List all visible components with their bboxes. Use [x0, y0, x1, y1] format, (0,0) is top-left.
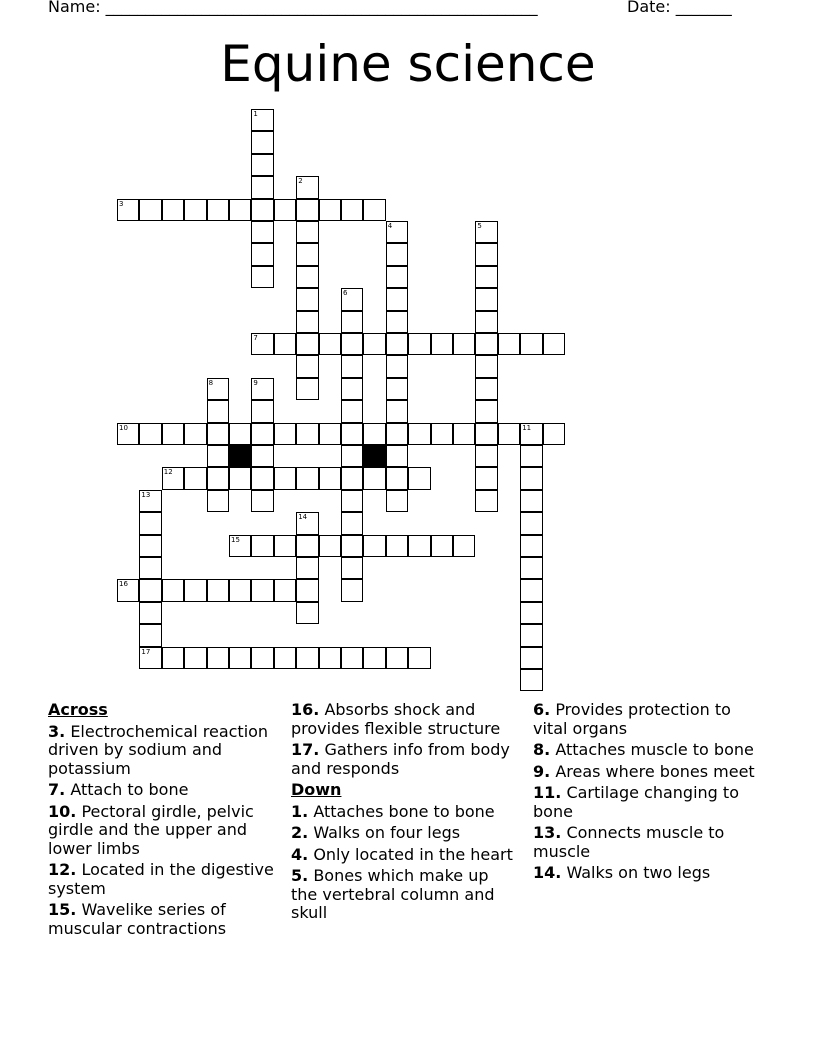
clue-text: Connects muscle to muscle	[533, 823, 725, 861]
grid-cell[interactable]	[162, 467, 184, 489]
grid-cell[interactable]	[475, 221, 497, 243]
clue-down-14	[533, 864, 761, 883]
grid-cell[interactable]	[251, 445, 273, 467]
grid-cell[interactable]	[229, 579, 251, 601]
grid-cell[interactable]	[520, 333, 542, 355]
clue-across-3	[48, 723, 276, 779]
clue-across-15	[48, 901, 276, 938]
grid-cell[interactable]	[386, 423, 408, 445]
grid-cell[interactable]	[251, 400, 273, 422]
clue-number-label: 9	[253, 378, 258, 387]
grid-cell[interactable]	[296, 243, 318, 265]
clue-text: Attaches bone to bone	[313, 801, 495, 821]
clue-text: Absorbs shock and provides flexible structure	[291, 700, 501, 738]
clue-text: Wavelike series of muscular contractions	[48, 900, 227, 938]
grid-cell[interactable]	[341, 512, 363, 534]
grid-cell[interactable]	[363, 647, 385, 669]
clue-down-1	[291, 803, 519, 822]
grid-cell[interactable]	[520, 579, 542, 601]
grid-cell[interactable]	[319, 467, 341, 489]
clue-down-4	[291, 846, 519, 865]
grid-cell[interactable]	[296, 512, 318, 534]
grid-cell[interactable]	[543, 423, 565, 445]
grid-cell[interactable]	[520, 647, 542, 669]
grid-cell[interactable]	[341, 579, 363, 601]
clue-text: Electrochemical reaction driven by sodium and potassium	[48, 721, 269, 778]
clue-text: Walks on four legs	[313, 823, 461, 842]
grid-cell[interactable]	[139, 199, 161, 221]
grid-cell[interactable]	[341, 333, 363, 355]
grid-cell[interactable]	[207, 423, 229, 445]
grid-cell[interactable]	[251, 467, 273, 489]
grid-cell[interactable]	[251, 579, 273, 601]
grid-cell[interactable]	[274, 647, 296, 669]
grid-cell[interactable]	[453, 423, 475, 445]
grid-cell[interactable]	[162, 579, 184, 601]
grid-cell[interactable]	[207, 400, 229, 422]
clue-down-8	[533, 741, 761, 760]
grid-cell[interactable]	[341, 445, 363, 467]
grid-cell[interactable]	[341, 288, 363, 310]
grid-cell[interactable]	[296, 333, 318, 355]
clue-down-13	[533, 824, 761, 861]
clue-number-label: 16	[119, 580, 128, 589]
grid-cell[interactable]	[296, 355, 318, 377]
down-heading: Down	[291, 780, 342, 799]
grid-cell[interactable]	[386, 311, 408, 333]
grid-cell[interactable]	[184, 467, 206, 489]
across-heading: Across	[48, 700, 108, 719]
clue-text: Attaches muscle to bone	[555, 740, 754, 759]
clue-across-12	[48, 861, 276, 898]
grid-cell[interactable]	[207, 490, 229, 512]
grid-cell[interactable]	[274, 199, 296, 221]
clue-number: 6.	[533, 700, 551, 719]
grid-cell[interactable]	[207, 647, 229, 669]
grid-cell[interactable]	[520, 423, 542, 445]
grid-cell[interactable]	[520, 602, 542, 624]
grid-cell[interactable]	[162, 647, 184, 669]
grid-cell[interactable]	[363, 535, 385, 557]
clues-column-3	[533, 701, 761, 886]
clue-number-label: 14	[298, 513, 308, 522]
grid-cell[interactable]	[251, 333, 273, 355]
grid-cell[interactable]	[251, 176, 273, 198]
grid-cell[interactable]	[341, 647, 363, 669]
grid-cell[interactable]	[475, 490, 497, 512]
grid-cell[interactable]	[162, 199, 184, 221]
grid-cell[interactable]	[229, 535, 251, 557]
grid-cell[interactable]	[386, 355, 408, 377]
grid-cell[interactable]	[139, 647, 161, 669]
clue-number: 14.	[533, 863, 562, 882]
grid-cell[interactable]	[139, 490, 161, 512]
grid-cell[interactable]	[341, 557, 363, 579]
clue-text: Located in the digestive system	[48, 860, 274, 898]
grid-cell[interactable]	[117, 423, 139, 445]
grid-cell[interactable]	[296, 579, 318, 601]
grid-cell[interactable]	[431, 423, 453, 445]
clue-down-11	[533, 784, 761, 821]
grid-cell[interactable]	[363, 423, 385, 445]
grid-cell[interactable]	[475, 243, 497, 265]
clue-number: 16.	[291, 700, 320, 719]
grid-cell[interactable]	[207, 467, 229, 489]
grid-cell[interactable]	[363, 333, 385, 355]
grid-cell[interactable]	[251, 131, 273, 153]
clue-text: Provides protection to vital organs	[533, 700, 731, 738]
grid-cell[interactable]	[139, 602, 161, 624]
grid-cell[interactable]	[251, 647, 273, 669]
grid-cell[interactable]	[251, 535, 273, 557]
grid-cell[interactable]	[207, 579, 229, 601]
grid-cell[interactable]	[386, 490, 408, 512]
grid-cell[interactable]	[408, 423, 430, 445]
clue-number: 11.	[533, 783, 562, 802]
grid-cell[interactable]	[117, 579, 139, 601]
grid-cell[interactable]	[296, 602, 318, 624]
black-square	[363, 445, 385, 467]
clue-across-17	[291, 741, 519, 778]
grid-cell[interactable]	[453, 535, 475, 557]
clue-number-label: 11	[522, 423, 532, 432]
grid-cell[interactable]	[296, 467, 318, 489]
grid-cell[interactable]	[475, 288, 497, 310]
grid-cell[interactable]	[207, 445, 229, 467]
grid-cell[interactable]	[520, 557, 542, 579]
clue-number-label: 5	[477, 222, 482, 230]
clue-number: 12.	[48, 860, 77, 879]
grid-cell[interactable]	[520, 467, 542, 489]
grid-cell[interactable]	[341, 467, 363, 489]
clue-number-label: 8	[208, 378, 214, 387]
grid-cell[interactable]	[296, 647, 318, 669]
clue-number: 10.	[48, 801, 77, 821]
grid-cell[interactable]	[274, 467, 296, 489]
clue-text: Bones which make up the vertebral column and skull	[291, 866, 495, 922]
grid-cell[interactable]	[251, 490, 273, 512]
clue-number-label: 1	[253, 110, 258, 118]
grid-cell[interactable]	[117, 199, 139, 221]
grid-cell[interactable]	[543, 333, 565, 355]
clue-number-label: 4	[387, 222, 393, 230]
grid-cell[interactable]	[453, 333, 475, 355]
clue-number-label: 10	[119, 423, 128, 432]
grid-cell[interactable]	[319, 199, 341, 221]
grid-cell[interactable]	[475, 400, 497, 422]
clue-number-label: 3	[119, 199, 124, 208]
grid-cell[interactable]	[408, 467, 430, 489]
grid-cell[interactable]	[296, 221, 318, 243]
clue-text: Walks on two legs	[566, 863, 711, 882]
grid-cell[interactable]	[520, 535, 542, 557]
grid-cell[interactable]	[386, 647, 408, 669]
clue-across-10	[48, 803, 276, 859]
clue-down-6	[533, 701, 761, 738]
grid-cell[interactable]	[498, 423, 520, 445]
clue-number-label: 6	[343, 289, 348, 298]
grid-cell[interactable]	[274, 423, 296, 445]
black-square	[229, 445, 251, 467]
clue-down-2	[291, 824, 519, 843]
page-title: Equine science	[220, 35, 596, 93]
grid-cell[interactable]	[386, 333, 408, 355]
grid-cell[interactable]	[475, 378, 497, 400]
grid-cell[interactable]	[408, 647, 430, 669]
clue-number-label: 15	[231, 535, 240, 544]
grid-cell[interactable]	[498, 333, 520, 355]
grid-cell[interactable]	[386, 378, 408, 400]
grid-cell[interactable]	[386, 467, 408, 489]
clue-number-label: 7	[253, 334, 258, 342]
grid-cell[interactable]	[296, 378, 318, 400]
clue-number-label: 17	[141, 647, 151, 656]
grid-cell[interactable]	[520, 624, 542, 646]
grid-cell[interactable]	[341, 311, 363, 333]
grid-cell[interactable]	[139, 624, 161, 646]
grid-cell[interactable]	[207, 199, 229, 221]
grid-cell[interactable]	[139, 535, 161, 557]
grid-cell[interactable]	[296, 288, 318, 310]
grid-cell[interactable]	[184, 579, 206, 601]
grid-cell[interactable]	[386, 243, 408, 265]
grid-cell[interactable]	[251, 221, 273, 243]
grid-cell[interactable]	[184, 423, 206, 445]
grid-cell[interactable]	[520, 445, 542, 467]
clue-number: 17.	[291, 740, 320, 759]
grid-cell[interactable]	[408, 535, 430, 557]
grid-cell[interactable]	[341, 423, 363, 445]
grid-cell[interactable]	[341, 378, 363, 400]
grid-cell[interactable]	[251, 423, 273, 445]
grid-cell[interactable]	[296, 176, 318, 198]
clue-number: 1.	[291, 801, 309, 821]
clue-number-label: 13	[141, 490, 151, 499]
clue-number: 5.	[291, 866, 309, 885]
grid-cell[interactable]	[139, 579, 161, 601]
clue-across-7	[48, 781, 276, 800]
grid-cell[interactable]	[341, 199, 363, 221]
clue-number: 7.	[48, 780, 66, 799]
grid-cell[interactable]	[274, 579, 296, 601]
date-field[interactable]: Date: _______	[627, 0, 732, 16]
grid-cell[interactable]	[184, 647, 206, 669]
clue-across-16	[291, 701, 519, 738]
clue-down-5	[291, 867, 519, 923]
grid-cell[interactable]	[229, 199, 251, 221]
clue-text: Gathers info from body and responds	[291, 740, 510, 778]
grid-cell[interactable]	[251, 199, 273, 221]
grid-cell[interactable]	[386, 535, 408, 557]
clue-down-9	[533, 763, 761, 782]
grid-cell[interactable]	[251, 378, 273, 400]
grid-cell[interactable]	[341, 355, 363, 377]
grid-cell[interactable]	[386, 400, 408, 422]
grid-cell[interactable]	[475, 445, 497, 467]
grid-cell[interactable]	[251, 266, 273, 288]
grid-cell[interactable]	[229, 423, 251, 445]
grid-cell[interactable]	[341, 400, 363, 422]
grid-cell[interactable]	[341, 490, 363, 512]
clue-number: 3.	[48, 721, 66, 741]
grid-cell[interactable]	[251, 243, 273, 265]
name-field[interactable]: Name: ______________________________________________________	[48, 0, 538, 16]
grid-cell[interactable]	[363, 467, 385, 489]
grid-cell[interactable]	[251, 154, 273, 176]
grid-cell[interactable]	[475, 311, 497, 333]
grid-cell[interactable]	[229, 467, 251, 489]
clues-column-1	[48, 701, 276, 941]
clue-text: Only located in the heart	[313, 844, 513, 864]
grid-cell[interactable]	[274, 333, 296, 355]
grid-cell[interactable]	[408, 333, 430, 355]
grid-cell[interactable]	[386, 445, 408, 467]
clue-text: Areas where bones meet	[555, 761, 755, 781]
grid-cell[interactable]	[431, 333, 453, 355]
grid-cell[interactable]	[162, 423, 184, 445]
clue-text: Pectoral girdle, pelvic girdle and the upper and lower limbs	[48, 801, 254, 858]
grid-cell[interactable]	[251, 109, 273, 131]
clue-text: Cartilage changing to bone	[533, 783, 739, 821]
clue-number: 2.	[291, 823, 309, 842]
grid-cell[interactable]	[229, 647, 251, 669]
grid-cell[interactable]	[296, 199, 318, 221]
grid-cell[interactable]	[520, 490, 542, 512]
grid-cell[interactable]	[319, 423, 341, 445]
grid-cell[interactable]	[475, 467, 497, 489]
grid-cell[interactable]	[319, 647, 341, 669]
grid-cell[interactable]	[431, 535, 453, 557]
clues-column-2	[291, 701, 519, 926]
grid-cell[interactable]	[386, 221, 408, 243]
grid-cell[interactable]	[296, 266, 318, 288]
grid-cell[interactable]	[296, 557, 318, 579]
clue-number: 8.	[533, 740, 551, 759]
grid-cell[interactable]	[341, 535, 363, 557]
grid-cell[interactable]	[386, 288, 408, 310]
grid-cell[interactable]	[319, 333, 341, 355]
grid-cell[interactable]	[520, 669, 542, 691]
grid-cell[interactable]	[296, 535, 318, 557]
grid-cell[interactable]	[207, 378, 229, 400]
grid-cell[interactable]	[184, 199, 206, 221]
clue-number-label: 2	[298, 177, 303, 186]
grid-cell[interactable]	[475, 355, 497, 377]
grid-cell[interactable]	[475, 333, 497, 355]
grid-cell[interactable]	[274, 535, 296, 557]
grid-cell[interactable]	[386, 266, 408, 288]
grid-cell[interactable]	[475, 266, 497, 288]
clue-number: 13.	[533, 823, 562, 842]
grid-cell[interactable]	[139, 557, 161, 579]
grid-cell[interactable]	[139, 512, 161, 534]
grid-cell[interactable]	[475, 423, 497, 445]
clue-text: Attach to bone	[70, 780, 189, 799]
grid-cell[interactable]	[520, 512, 542, 534]
clue-number-label: 12	[163, 468, 173, 477]
grid-cell[interactable]	[319, 535, 341, 557]
clue-number: 9.	[533, 761, 551, 781]
grid-cell[interactable]	[296, 311, 318, 333]
grid-cell[interactable]	[139, 423, 161, 445]
grid-cell[interactable]	[363, 199, 385, 221]
grid-cell[interactable]	[296, 423, 318, 445]
clue-number: 4.	[291, 844, 309, 864]
clue-number: 15.	[48, 900, 77, 919]
